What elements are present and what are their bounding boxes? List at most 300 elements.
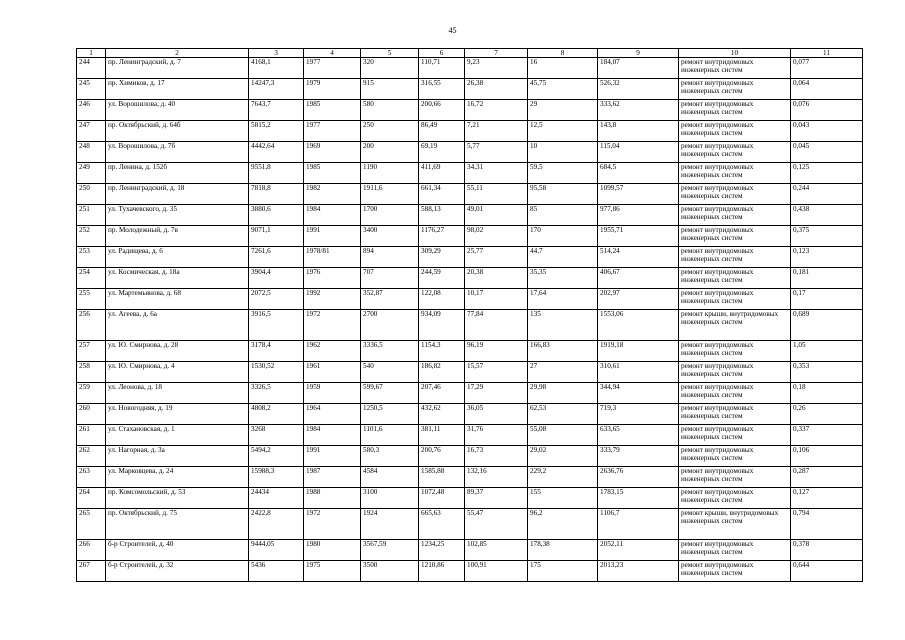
cell-col6: 186,82 [419,362,465,383]
cell-row-number: 253 [77,247,106,268]
cell-col11: 0,045 [791,142,863,163]
table-row [77,561,863,582]
column-header-3: 3 [249,49,304,58]
cell-year: 1962 [304,341,361,362]
cell-col6: 110,71 [419,58,465,79]
cell-col11: 0,438 [791,205,863,226]
cell-year: 1976 [304,268,361,289]
cell-col9: 184,07 [598,58,679,79]
cell-col11: 0,077 [791,58,863,79]
cell-year: 1978/81 [304,247,361,268]
cell-work-type: ремонт внутридомовых инженерных систем [679,100,791,121]
cell-col7: 132,16 [465,467,528,488]
cell-address: ул. Марковцева, д. 24 [106,467,249,488]
cell-col5: 1190 [361,163,419,184]
cell-work-type: ремонт внутридомовых инженерных систем [679,540,791,561]
cell-col7: 96,19 [465,341,528,362]
cell-col11: 0,375 [791,226,863,247]
cell-col9: 143,8 [598,121,679,142]
cell-col5: 1101,6 [361,425,419,446]
cell-address: пр. Октябрьский, д. 64б [106,121,249,142]
cell-area: 14247,3 [249,79,304,100]
cell-col7: 49,01 [465,205,528,226]
cell-address: ул. Новогодняя, д. 19 [106,404,249,425]
cell-address: ул. Ю. Смирнова, д. 28 [106,341,249,362]
cell-address: пр. Химиков, д. 17 [106,79,249,100]
cell-col5: 250 [361,121,419,142]
cell-area: 3880,6 [249,205,304,226]
cell-year: 1991 [304,446,361,467]
cell-year: 1972 [304,509,361,540]
cell-row-number: 247 [77,121,106,142]
cell-col7: 10,17 [465,289,528,310]
column-header-11: 11 [791,49,863,58]
cell-col9: 2013,23 [598,561,679,582]
cell-col7: 55,47 [465,509,528,540]
cell-col8: 29,98 [528,383,598,404]
cell-col6: 69,19 [419,142,465,163]
cell-col8: 17,64 [528,289,598,310]
table-row [77,488,863,509]
cell-col8: 170 [528,226,598,247]
cell-row-number: 258 [77,362,106,383]
cell-work-type: ремонт внутридомовых инженерных систем [679,446,791,467]
cell-col6: 1210,86 [419,561,465,582]
cell-work-type: ремонт внутридомовых инженерных систем [679,383,791,404]
cell-address: б-р Строителей, д. 40 [106,540,249,561]
cell-year: 1969 [304,142,361,163]
cell-col9: 1106,7 [598,509,679,540]
cell-col7: 25,77 [465,247,528,268]
cell-col9: 514,24 [598,247,679,268]
cell-col7: 102,85 [465,540,528,561]
cell-address: пр. Ленина, д. 152б [106,163,249,184]
cell-address: ул. Радищева, д. 6 [106,247,249,268]
cell-col8: 85 [528,205,598,226]
cell-col11: 0,794 [791,509,863,540]
column-header-1: 1 [77,49,106,58]
cell-col6: 934,09 [419,310,465,341]
cell-work-type: ремонт внутридомовых инженерных систем [679,184,791,205]
column-header-5: 5 [361,49,419,58]
cell-col8: 12,5 [528,121,598,142]
cell-col5: 3400 [361,226,419,247]
cell-col6: 200,66 [419,100,465,121]
cell-col7: 26,38 [465,79,528,100]
cell-address: ул. Ю. Смирнова, д. 4 [106,362,249,383]
table-row [77,467,863,488]
cell-col11: 0,106 [791,446,863,467]
table-row [77,446,863,467]
cell-col5: 915 [361,79,419,100]
cell-address: ул. Ворошилова, д. 40 [106,100,249,121]
cell-col5: 320 [361,58,419,79]
cell-area: 7261,6 [249,247,304,268]
cell-col11: 0,076 [791,100,863,121]
column-header-6: 6 [419,49,465,58]
cell-work-type: ремонт внутридомовых инженерных систем [679,226,791,247]
cell-area: 1530,52 [249,362,304,383]
cell-col6: 207,46 [419,383,465,404]
cell-col5: 599,67 [361,383,419,404]
cell-address: ул. Агеева, д. 6а [106,310,249,341]
cell-work-type: ремонт внутридомовых инженерных систем [679,467,791,488]
cell-col9: 115,04 [598,142,679,163]
cell-area: 9551,8 [249,163,304,184]
cell-work-type: ремонт крыши, внутридомовых инженерных систем [679,310,791,341]
cell-col11: 0,123 [791,247,863,268]
column-header-4: 4 [304,49,361,58]
cell-year: 1961 [304,362,361,383]
cell-address: ул. Нагорная, д. 3а [106,446,249,467]
cell-col7: 5,77 [465,142,528,163]
cell-col6: 381,11 [419,425,465,446]
cell-year: 1977 [304,58,361,79]
cell-col6: 1154,3 [419,341,465,362]
cell-col6: 411,69 [419,163,465,184]
cell-work-type: ремонт внутридомовых инженерных систем [679,425,791,446]
cell-col9: 633,65 [598,425,679,446]
cell-col6: 200,76 [419,446,465,467]
cell-address: пр. Ленинградский, д. 7 [106,58,249,79]
cell-col7: 36,05 [465,404,528,425]
table-row [77,142,863,163]
cell-col5: 1911,6 [361,184,419,205]
cell-col5: 580 [361,100,419,121]
cell-col6: 1234,25 [419,540,465,561]
cell-year: 1984 [304,425,361,446]
cell-col8: 16 [528,58,598,79]
table-row [77,268,863,289]
cell-area: 9071,1 [249,226,304,247]
table-row [77,226,863,247]
cell-area: 15988,3 [249,467,304,488]
cell-col6: 665,63 [419,509,465,540]
cell-col11: 0,181 [791,268,863,289]
cell-col8: 155 [528,488,598,509]
cell-col9: 1783,15 [598,488,679,509]
cell-area: 9444,05 [249,540,304,561]
cell-col7: 89,37 [465,488,528,509]
cell-col5: 707 [361,268,419,289]
cell-row-number: 262 [77,446,106,467]
cell-col5: 3567,59 [361,540,419,561]
cell-col11: 0,378 [791,540,863,561]
cell-col5: 3500 [361,561,419,582]
cell-col5: 540 [361,362,419,383]
table-body [77,49,863,582]
cell-year: 1982 [304,184,361,205]
cell-work-type: ремонт внутридомовых инженерных систем [679,205,791,226]
table-row [77,247,863,268]
table-row [77,404,863,425]
cell-col7: 34,31 [465,163,528,184]
cell-col8: 44,7 [528,247,598,268]
cell-col9: 2052,11 [598,540,679,561]
cell-col9: 344,94 [598,383,679,404]
cell-year: 1979 [304,79,361,100]
table-row [77,100,863,121]
cell-col7: 17,29 [465,383,528,404]
cell-col8: 175 [528,561,598,582]
cell-year: 1964 [304,404,361,425]
cell-year: 1980 [304,540,361,561]
cell-col9: 333,79 [598,446,679,467]
cell-col7: 100,91 [465,561,528,582]
cell-row-number: 255 [77,289,106,310]
cell-col7: 16,72 [465,100,528,121]
cell-col11: 1,05 [791,341,863,362]
cell-row-number: 267 [77,561,106,582]
cell-col5: 2700 [361,310,419,341]
cell-col11: 0,244 [791,184,863,205]
cell-work-type: ремонт внутридомовых инженерных систем [679,58,791,79]
table-row [77,79,863,100]
cell-work-type: ремонт внутридомовых инженерных систем [679,121,791,142]
table-row [77,509,863,540]
table-row [77,289,863,310]
cell-work-type: ремонт крыши, внутридомовых инженерных систем [679,509,791,540]
column-number-header [77,49,863,58]
cell-area: 3178,4 [249,341,304,362]
cell-col8: 178,38 [528,540,598,561]
cell-area: 4442,64 [249,142,304,163]
cell-col8: 95,58 [528,184,598,205]
cell-year: 1984 [304,205,361,226]
cell-col9: 1919,18 [598,341,679,362]
column-header-7: 7 [465,49,528,58]
cell-col8: 135 [528,310,598,341]
cell-col6: 316,55 [419,79,465,100]
cell-address: ул. Стахановская, д. 1 [106,425,249,446]
cell-col9: 2636,76 [598,467,679,488]
cell-col7: 55,11 [465,184,528,205]
cell-area: 3268 [249,425,304,446]
cell-row-number: 252 [77,226,106,247]
cell-work-type: ремонт внутридомовых инженерных систем [679,341,791,362]
cell-col8: 29 [528,100,598,121]
cell-row-number: 250 [77,184,106,205]
cell-col11: 0,17 [791,289,863,310]
cell-work-type: ремонт внутридомовых инженерных систем [679,142,791,163]
cell-row-number: 251 [77,205,106,226]
cell-col11: 0,064 [791,79,863,100]
table-row [77,184,863,205]
column-header-9: 9 [598,49,679,58]
table-row [77,425,863,446]
cell-area: 2072,5 [249,289,304,310]
cell-row-number: 265 [77,509,106,540]
cell-work-type: ремонт внутридомовых инженерных систем [679,404,791,425]
column-header-8: 8 [528,49,598,58]
cell-work-type: ремонт внутридомовых инженерных систем [679,488,791,509]
cell-col5: 352,87 [361,289,419,310]
cell-address: ул. Мартемьянова, д. 68 [106,289,249,310]
cell-col5: 4584 [361,467,419,488]
cell-row-number: 245 [77,79,106,100]
cell-col9: 333,62 [598,100,679,121]
cell-col9: 1099,57 [598,184,679,205]
cell-col8: 10 [528,142,598,163]
cell-year: 1987 [304,467,361,488]
cell-row-number: 254 [77,268,106,289]
cell-address: ул. Леонова, д. 18 [106,383,249,404]
table-row [77,205,863,226]
cell-year: 1972 [304,310,361,341]
cell-col8: 45,75 [528,79,598,100]
cell-year: 1985 [304,100,361,121]
cell-col6: 244,59 [419,268,465,289]
cell-year: 1975 [304,561,361,582]
cell-row-number: 260 [77,404,106,425]
cell-col9: 310,61 [598,362,679,383]
cell-area: 7818,8 [249,184,304,205]
cell-row-number: 264 [77,488,106,509]
cell-work-type: ремонт внутридомовых инженерных систем [679,362,791,383]
column-header-2: 2 [106,49,249,58]
cell-row-number: 259 [77,383,106,404]
cell-col5: 1250,5 [361,404,419,425]
cell-col7: 7,21 [465,121,528,142]
cell-col11: 0,18 [791,383,863,404]
cell-col5: 3336,5 [361,341,419,362]
table-row [77,341,863,362]
cell-work-type: ремонт внутридомовых инженерных систем [679,163,791,184]
cell-col8: 29,02 [528,446,598,467]
cell-col8: 27 [528,362,598,383]
cell-area: 5815,2 [249,121,304,142]
cell-col7: 77,84 [465,310,528,341]
cell-col6: 661,34 [419,184,465,205]
cell-col9: 1553,06 [598,310,679,341]
cell-col8: 35,35 [528,268,598,289]
cell-col6: 309,29 [419,247,465,268]
cell-col6: 1176,27 [419,226,465,247]
cell-col9: 202,97 [598,289,679,310]
cell-col9: 684,5 [598,163,679,184]
cell-col5: 894 [361,247,419,268]
cell-col6: 122,08 [419,289,465,310]
table-row [77,58,863,79]
cell-col9: 406,67 [598,268,679,289]
cell-area: 2422,8 [249,509,304,540]
cell-col11: 0,127 [791,488,863,509]
cell-area: 3326,5 [249,383,304,404]
cell-col6: 1072,48 [419,488,465,509]
cell-col7: 20,38 [465,268,528,289]
cell-area: 5436 [249,561,304,582]
page-number: 45 [448,26,457,35]
table-row [77,362,863,383]
cell-area: 3904,4 [249,268,304,289]
cell-address: ул. Тухачевского, д. 35 [106,205,249,226]
cell-col11: 0,337 [791,425,863,446]
cell-area: 24434 [249,488,304,509]
cell-year: 1985 [304,163,361,184]
cell-col11: 0,125 [791,163,863,184]
cell-address: пр. Октябрьский, д. 75 [106,509,249,540]
table-row [77,163,863,184]
cell-year: 1959 [304,383,361,404]
repair-register-table [76,48,863,582]
cell-col8: 62,53 [528,404,598,425]
cell-col9: 526,32 [598,79,679,100]
cell-col8: 166,83 [528,341,598,362]
table-row [77,540,863,561]
table-row [77,310,863,341]
cell-col8: 59,5 [528,163,598,184]
cell-col6: 588,13 [419,205,465,226]
table-row [77,121,863,142]
cell-col5: 580,3 [361,446,419,467]
cell-col6: 1585,88 [419,467,465,488]
cell-area: 3916,5 [249,310,304,341]
cell-address: ул. Ворошилова, д. 7б [106,142,249,163]
cell-year: 1988 [304,488,361,509]
cell-col8: 55,08 [528,425,598,446]
column-header-10: 10 [679,49,791,58]
cell-address: ул. Космическая, д. 18а [106,268,249,289]
cell-col7: 16,73 [465,446,528,467]
cell-col7: 31,76 [465,425,528,446]
cell-col6: 432,62 [419,404,465,425]
cell-work-type: ремонт внутридомовых инженерных систем [679,561,791,582]
cell-row-number: 248 [77,142,106,163]
cell-col5: 1700 [361,205,419,226]
cell-year: 1991 [304,226,361,247]
cell-row-number: 246 [77,100,106,121]
cell-col11: 0,644 [791,561,863,582]
cell-col7: 15,57 [465,362,528,383]
cell-address: пр. Комсомольский, д. 53 [106,488,249,509]
cell-area: 4168,1 [249,58,304,79]
cell-col9: 1955,71 [598,226,679,247]
cell-row-number: 261 [77,425,106,446]
cell-work-type: ремонт внутридомовых инженерных систем [679,79,791,100]
cell-col11: 0,353 [791,362,863,383]
cell-area: 5494,2 [249,446,304,467]
cell-row-number: 263 [77,467,106,488]
cell-col11: 0,26 [791,404,863,425]
cell-year: 1992 [304,289,361,310]
cell-row-number: 256 [77,310,106,341]
cell-col9: 977,86 [598,205,679,226]
cell-address: пр. Ленинградский, д. 18 [106,184,249,205]
table-row [77,383,863,404]
cell-row-number: 244 [77,58,106,79]
cell-col9: 719,3 [598,404,679,425]
cell-col5: 200 [361,142,419,163]
cell-area: 7643,7 [249,100,304,121]
cell-row-number: 266 [77,540,106,561]
cell-col11: 0,287 [791,467,863,488]
cell-year: 1977 [304,121,361,142]
cell-row-number: 257 [77,341,106,362]
cell-col11: 0,689 [791,310,863,341]
cell-col8: 96,2 [528,509,598,540]
cell-row-number: 249 [77,163,106,184]
cell-work-type: ремонт внутридомовых инженерных систем [679,247,791,268]
cell-col8: 229,2 [528,467,598,488]
cell-area: 4808,2 [249,404,304,425]
cell-col5: 1924 [361,509,419,540]
cell-col11: 0,043 [791,121,863,142]
cell-col6: 86,49 [419,121,465,142]
cell-work-type: ремонт внутридомовых инженерных систем [679,268,791,289]
cell-col7: 9,23 [465,58,528,79]
cell-work-type: ремонт внутридомовых инженерных систем [679,289,791,310]
cell-col7: 98,02 [465,226,528,247]
